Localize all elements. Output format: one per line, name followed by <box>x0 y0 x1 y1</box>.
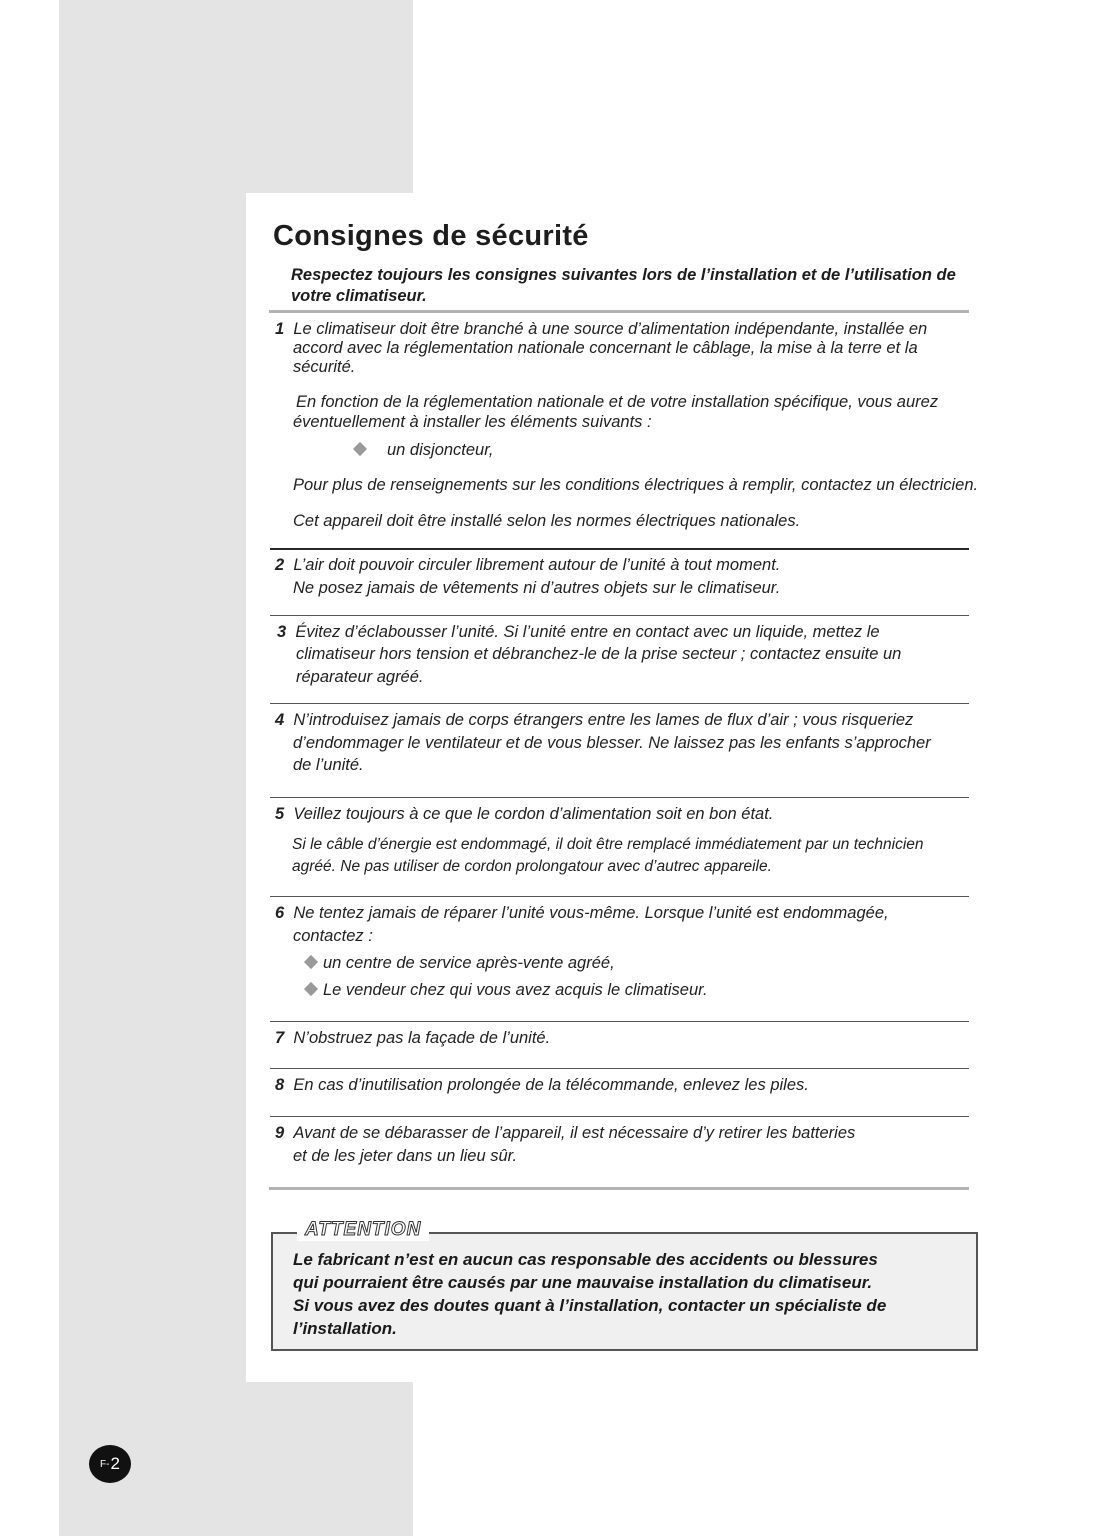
item-1-line-2: accord avec la réglementation nationale concernant le câblage, la mise à la terre et la <box>293 339 918 357</box>
item-1-para4: Cet appareil doit être installé selon les normes électriques nationales. <box>293 512 801 530</box>
item-6-bullet-1: un centre de service après-vente agréé, <box>306 954 615 973</box>
item-6-line-2: contactez : <box>293 927 373 945</box>
item-3-line-3: réparateur agréé. <box>296 668 424 686</box>
divider <box>270 896 969 897</box>
divider <box>270 797 969 798</box>
item-2-line-1: 2 L’air doit pouvoir circuler librement autour de l’unité à tout moment. <box>275 556 781 574</box>
divider <box>270 615 969 616</box>
divider <box>270 703 969 704</box>
divider <box>270 548 969 550</box>
item-1-line-3: sécurité. <box>293 358 356 376</box>
divider <box>269 1187 969 1190</box>
attention-line-1: Le fabricant n’est en aucun cas responsable des accidents ou blessures <box>293 1250 878 1269</box>
page-number: 2 <box>110 1454 120 1473</box>
item-3-line-1: 3 Évitez d’éclabousser l’unité. Si l’unité entre en contact avec un liquide, mettez le <box>277 623 880 641</box>
item-1-para2-line-2: éventuellement à installer les éléments suivants : <box>293 413 652 431</box>
item-4-line-3: de l’unité. <box>293 756 364 774</box>
item-8-line-1: 8 En cas d’inutilisation prolongée de la télécommande, enlevez les piles. <box>275 1076 809 1094</box>
item-6-bullet-2: Le vendeur chez qui vous avez acquis le climatiseur. <box>306 981 708 1000</box>
diamond-bullet-icon <box>353 442 367 456</box>
attention-line-2: qui pourraient être causés par une mauvaise installation du climatiseur. <box>293 1273 873 1292</box>
divider <box>269 310 969 313</box>
attention-label: ATTENTION <box>297 1219 429 1241</box>
item-1-bullet: un disjoncteur, <box>355 441 493 460</box>
attention-text <box>293 1248 973 1340</box>
item-9-line-2: et de les jeter dans un lieu sûr. <box>293 1147 518 1165</box>
diamond-bullet-icon <box>304 955 318 969</box>
item-4-line-2: d’endommager le ventilateur et de vous blesser. Ne laissez pas les enfants s’approcher <box>293 734 931 752</box>
item-3-line-2: climatiseur hors tension et débranchez-le de la prise secteur ; contactez ensuite un <box>296 645 902 663</box>
item-1-para3: Pour plus de renseignements sur les conditions électriques à remplir, contactez un électricien. <box>293 476 979 494</box>
divider <box>270 1116 969 1117</box>
page-number-prefix: F- <box>100 1458 110 1470</box>
diamond-bullet-icon <box>304 982 318 996</box>
item-9-line-1: 9 Avant de se débarasser de l’appareil, il est nécessaire d’y retirer les batteries <box>275 1124 856 1142</box>
item-5-sub-line-1: Si le câble d’énergie est endommagé, il doit être remplacé immédiatement par un technicien <box>292 836 924 853</box>
item-4-line-1: 4 N’introduisez jamais de corps étrangers entre les lames de flux d’air ; vous risqueriez <box>275 711 914 729</box>
attention-line-3: Si vous avez des doutes quant à l’installation, contacter un spécialiste de <box>293 1296 887 1315</box>
content-panel <box>246 193 1026 1382</box>
item-7-line-1: 7 N’obstruez pas la façade de l’unité. <box>275 1029 551 1047</box>
item-6-line-1: 6 Ne tentez jamais de réparer l’unité vous-même. Lorsque l’unité est endommagée, <box>275 904 889 922</box>
item-1-para2-line-1: En fonction de la réglementation nationale et de votre installation spécifique, vous aurez <box>296 393 939 411</box>
divider <box>270 1068 969 1069</box>
page-title: Consignes de sécurité <box>273 220 589 252</box>
intro-text: Respectez toujours les consignes suivantes lors de l’installation et de l’utilisation de votre climatiseur. <box>291 266 956 305</box>
item-5-line-1: 5 Veillez toujours à ce que le cordon d’alimentation soit en bon état. <box>275 805 774 823</box>
divider <box>270 1021 969 1022</box>
attention-line-4: l’installation. <box>293 1319 397 1338</box>
item-1-line-1: 1 Le climatiseur doit être branché à une source d’alimentation indépendante, installée en <box>275 320 928 338</box>
item-2-line-2: Ne posez jamais de vêtements ni d’autres objets sur le climatiseur. <box>293 579 781 597</box>
item-5-sub-line-2: agréé. Ne pas utiliser de cordon prolongatour avec d’autrec appareile. <box>292 858 772 875</box>
page-number-badge <box>89 1445 131 1483</box>
